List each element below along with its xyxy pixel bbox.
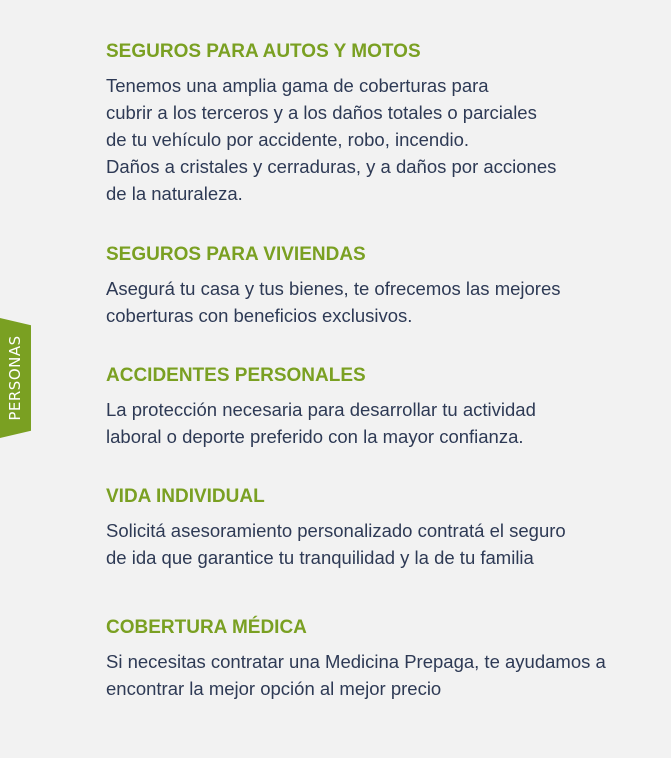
description-line: de ida que garantice tu tranquilidad y la de tu familia <box>106 547 534 568</box>
description-line: encontrar la mejor opción al mejor precio <box>106 678 442 699</box>
description-line: Daños a cristales y cerraduras, y a daños por acciones <box>106 156 557 177</box>
section-seguros-viviendas <box>106 241 666 329</box>
section-description <box>106 648 666 702</box>
section-vida-individual <box>106 483 666 571</box>
description-line: de tu vehículo por accidente, robo, incendio. <box>106 129 470 150</box>
personas-side-tab-label: PERSONAS <box>6 335 24 421</box>
description-line: La protección necesaria para desarrollar tu actividad <box>106 399 536 420</box>
description-line: Si necesitas contratar una Medicina Prepaga, te ayudamos a <box>106 651 606 672</box>
section-title: SEGUROS PARA AUTOS Y MOTOS <box>106 41 421 62</box>
description-line: de la naturaleza. <box>106 183 243 204</box>
description-line: Tenemos una amplia gama de coberturas para <box>106 75 489 96</box>
section-accidentes-personales <box>106 362 666 450</box>
section-seguros-autos-motos <box>106 38 666 207</box>
section-description <box>106 396 666 450</box>
description-line: Asegurá tu casa y tus bienes, te ofrecemos las mejores <box>106 278 561 299</box>
section-cobertura-medica <box>106 614 666 702</box>
description-line: laboral o deporte preferido con la mayor confianza. <box>106 426 524 447</box>
description-line: coberturas con beneficios exclusivos. <box>106 305 413 326</box>
section-description <box>106 72 666 207</box>
section-title: VIDA INDIVIDUAL <box>106 486 265 507</box>
description-line: Solicitá asesoramiento personalizado contratá el seguro <box>106 520 566 541</box>
section-title: COBERTURA MÉDICA <box>106 617 307 638</box>
section-description <box>106 275 666 329</box>
section-title: SEGUROS PARA VIVIENDAS <box>106 244 366 265</box>
section-title: ACCIDENTES PERSONALES <box>106 365 366 386</box>
description-line: cubrir a los terceros y a los daños totales o parciales <box>106 102 537 123</box>
section-description <box>106 517 666 571</box>
